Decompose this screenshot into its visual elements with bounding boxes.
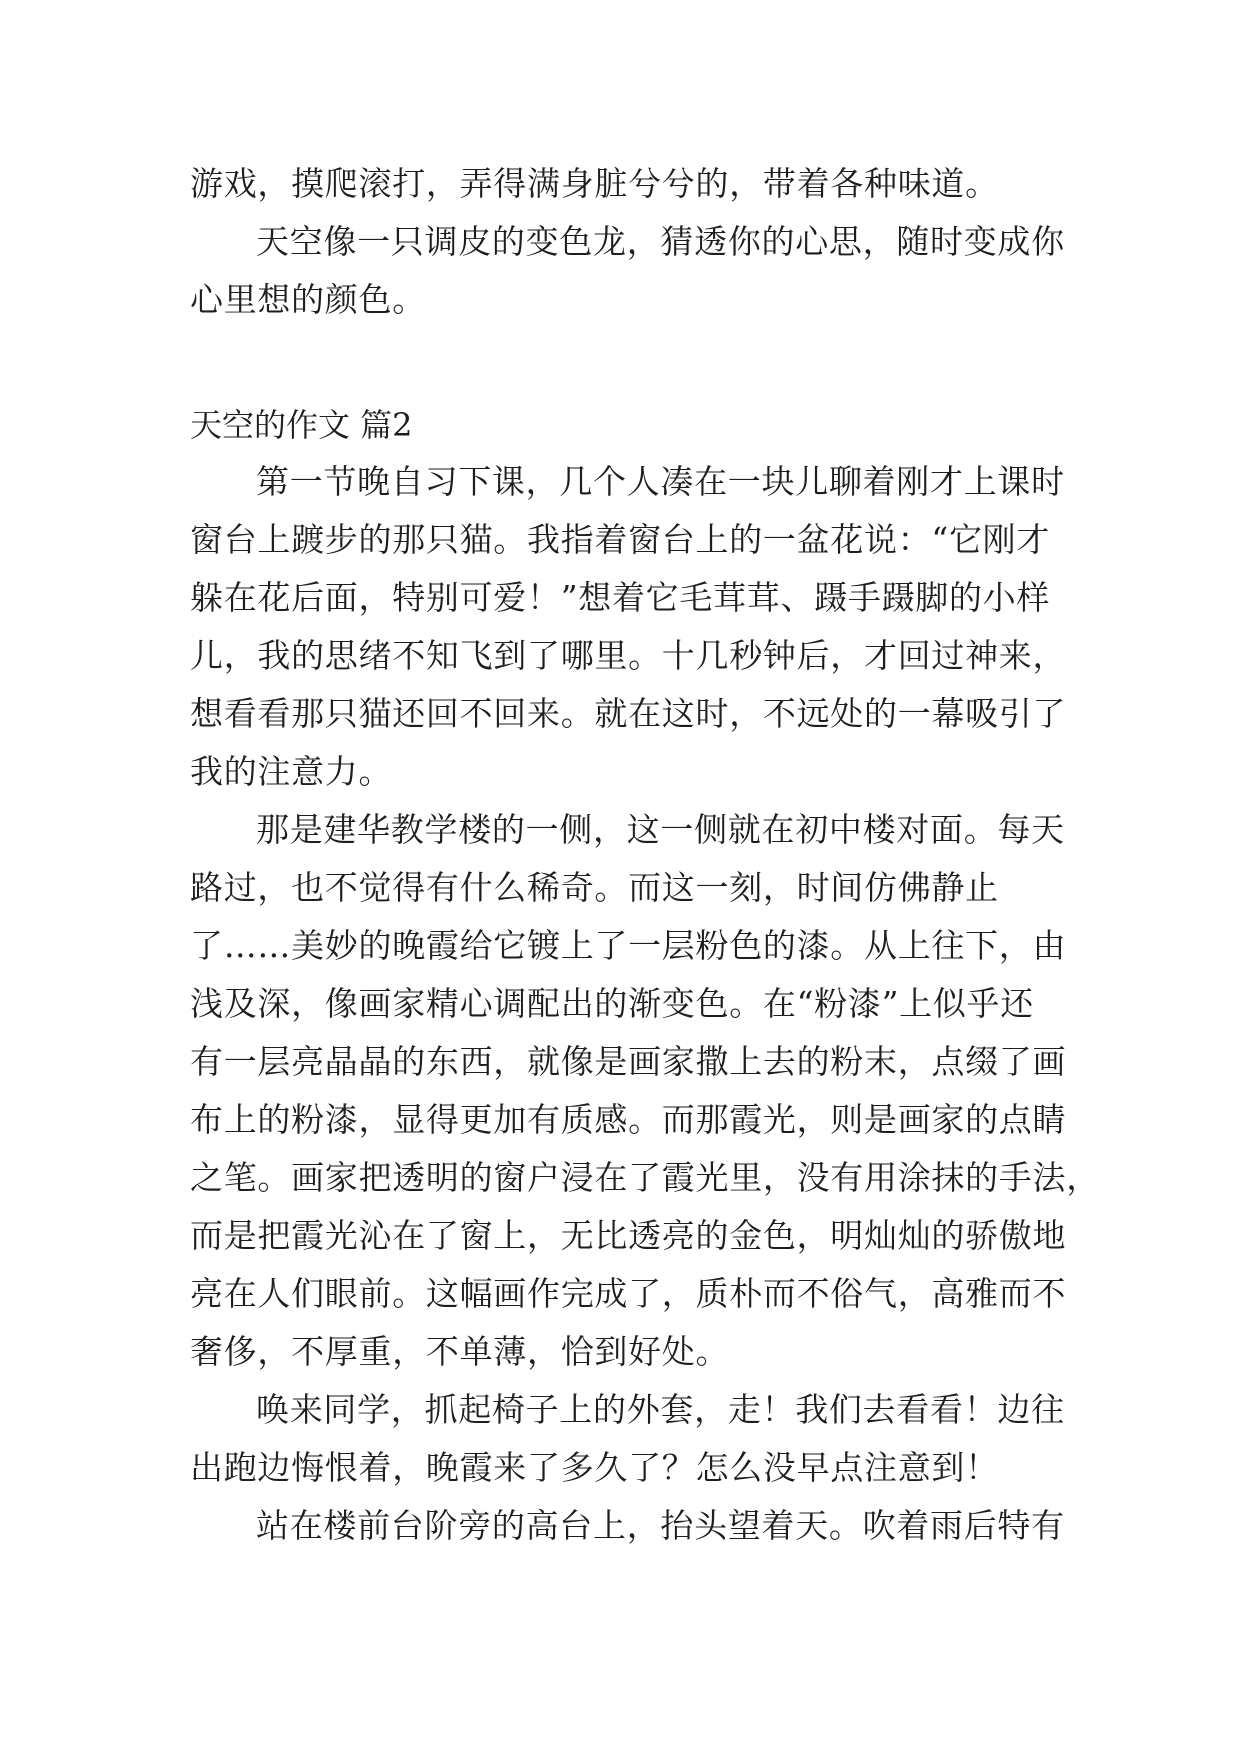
text-line: 了……美妙的晚霞给它镀上了一层粉色的漆。从上往下，由	[190, 926, 1067, 965]
text-line: 站在楼前台阶旁的高台上，抬头望着天。吹着雨后特有	[256, 1506, 1065, 1545]
text-line: 第一节晚自习下课，几个人凑在一块儿聊着刚才上课时	[256, 462, 1065, 501]
text-line: 那是建华教学楼的一侧，这一侧就在初中楼对面。每天	[256, 810, 1065, 849]
text-line: 布上的粉漆，显得更加有质感。而那霞光，则是画家的点睛	[190, 1100, 1067, 1139]
text-line: 窗台上踱步的那只猫。我指着窗台上的一盆花说：“它刚才	[190, 520, 1051, 559]
text-line: 亮在人们眼前。这幅画作完成了，质朴而不俗气，高雅而不	[190, 1274, 1067, 1313]
text-line: 有一层亮晶晶的东西，就像是画家撒上去的粉末，点缀了画	[190, 1042, 1067, 1081]
text-line: 我的注意力。	[190, 752, 393, 791]
text-line: 浅及深，像画家精心调配出的渐变色。在“粉漆”上似乎还	[190, 984, 1034, 1023]
text-line: 出跑边悔恨着，晚霞来了多久了？怎么没早点注意到！	[190, 1448, 999, 1487]
text-line: 唤来同学，抓起椅子上的外套，走！我们去看看！边往	[256, 1390, 1065, 1429]
text-line: 想看看那只猫还回不回来。就在这时，不远处的一幕吸引了	[190, 694, 1067, 733]
text-line: 儿，我的思绪不知飞到了哪里。十几秒钟后，才回过神来，	[190, 636, 1067, 675]
section-heading: 天空的作文 篇2	[190, 406, 413, 444]
text-line: 躲在花后面，特别可爱！”想着它毛茸茸、蹑手蹑脚的小样	[190, 578, 1051, 617]
text-line: 天空像一只调皮的变色龙，猜透你的心思，随时变成你	[256, 222, 1065, 261]
text-line: 路过，也不觉得有什么稀奇。而这一刻，时间仿佛静止	[190, 868, 999, 907]
text-line: 而是把霞光沁在了窗上，无比透亮的金色，明灿灿的骄傲地	[190, 1216, 1067, 1255]
text-line: 心里想的颜色。	[190, 280, 426, 319]
text-line: 游戏，摸爬滚打，弄得满身脏兮兮的，带着各种味道。	[190, 164, 999, 203]
text-line: 奢侈，不厚重，不单薄，恰到好处。	[190, 1332, 730, 1371]
text-line: 之笔。画家把透明的窗户浸在了霞光里，没有用涂抹的手法，	[190, 1158, 1100, 1197]
